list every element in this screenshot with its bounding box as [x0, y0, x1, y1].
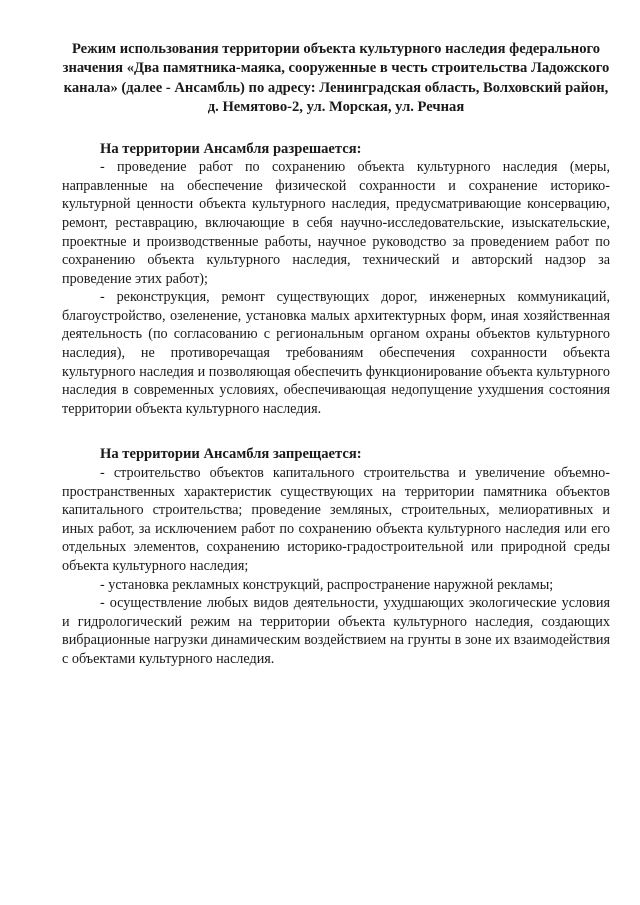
forbidden-item-construction: - строительство объектов капитального строительства и увеличение объемно-пространственных характеристик существующих на территории памятника объектов капитального строительства; проведение земляных, строительных, мелиоративных и иных работ, за исключением работ по сохранению объекта культурного наследия или его отдельных элементов, сохранению историко-градостроительной или природной среды объекта культурного наследия; — [62, 464, 610, 574]
document-page — [62, 40, 610, 668]
forbidden-section — [62, 445, 610, 668]
allowed-section — [62, 140, 610, 419]
allowed-item-preservation: - проведение работ по сохранению объекта культурного наследия (меры, направленные на обеспечение физической сохранности и сохранение историко-культурной ценности объекта культурного наследия, предусматривающие консервацию, ремонт, реставрацию, включающие в себя научно-исследовательские, изыскательские, проектные и производственные работы, научное руководство за проведением работ по сохранению объекта культурного наследия, технический и авторский надзор за проведение этих работ); — [62, 159, 610, 287]
allowed-heading: На территории Ансамбля разрешается: — [100, 140, 362, 157]
forbidden-heading: На территории Ансамбля запрещается: — [100, 446, 362, 463]
allowed-item-reconstruction: - реконструкция, ремонт существующих дорог, инженерных коммуникаций, благоустройство, озеленение, установка малых архитектурных форм, иная хозяйственная деятельность (по согласованию с региональным органом охраны объектов культурного наследия), не противоречащая требованиям обеспечения сохранности объекта культурного наследия и позволяющая обеспечить функционирование объекта культурного наследия в современных условиях, обеспечивающая недопущение ухудшения состояния территории объекта культурного наследия. — [62, 289, 610, 417]
document-title: Режим использования территории объекта культурного наследия федерального значения «Два памятника-маяка, сооруженные в честь строительства Ладожского канала» (далее - Ансамбль) по адресу: Ленинградская область, Волховский район, д. Немятово-2, ул. Морская, ул. Речная — [62, 41, 610, 116]
forbidden-item-advertising: - установка рекламных конструкций, распространение наружной рекламы; — [100, 576, 554, 593]
forbidden-item-ecology: - осуществление любых видов деятельности, ухудшающих экологические условия и гидрологический режим на территории объекта культурного наследия, создающих вибрационные нагрузки динамическим воздействием на грунты в зоне их взаимодействия с объектами культурного наследия. — [62, 595, 610, 667]
